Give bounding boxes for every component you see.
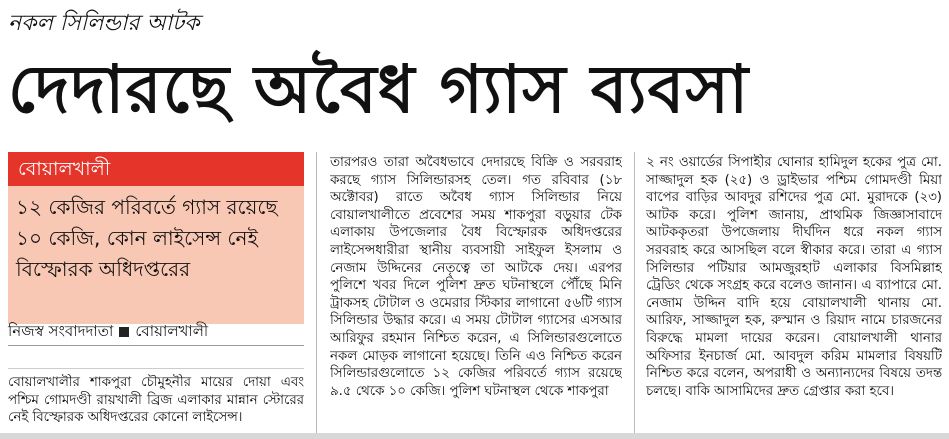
- body-column-1: বোয়ালখালীর শাকপুরা চৌমুহনীর মায়ের দোয়া এবং পশ্চিম গোমদণ্ডী রায়খালী ব্রিজ এলাকার মান্নান স্টোরের নেই বিস্ফোরক অধিদপ্তরের কোনো লাইসেন্স।: [8, 375, 304, 426]
- bottom-border: [0, 433, 949, 439]
- body-column-3: ২ নং ওয়ার্ডের সিপাহীর ঘোনার হামিদুল হকের পুত্র মো. সাজ্জাদুল হক (২৫) ও ড্রাইভার পশ্চিম গোমদণ্ডী মিয়া বাপের বাড়ির আবদুর রশিদের পুত্র মো. মুরাদকে (২৩) আটক করে। পুলিশ জানায়, প্রাথমিক জিজ্ঞাসাবাদে আটককৃতরা উপজেলায় দীর্ঘদিন ধরে নকল গ্যাস সরবরাহ করে আসছিল বলে স্বীকার করে। তারা এ গ্যাস সিলিন্ডার পটিয়ার আমজুরহাট এলাকার বিসমিল্লাহ ট্রেডিং থেকে সংগ্রহ করে বলেও জানান। এ ব্যাপারে মো. নেজাম উদ্দিন বাদি হয়ে বোয়ালখালী থানায় মো. আরিফ, সাজ্জাদুল হক, রুস্মান ও রিয়াদ নামে চারজনের বিরুদ্ধে মামলা দায়ের করেন। বোয়ালখালী থানার অফিসার ইনচার্জ মো. আবদুল করিম মামলার বিষয়টি নিশ্চিত করে বলেন, অপরাধী ও অন্যান্যদের বিষয়ে তদন্ত চলছে। বাকি আসামিদের দ্রুত গ্রেপ্তার করা হবে।: [646, 155, 942, 399]
- body-column-2: তারপরও তারা অবৈধভাবে দেদারছে বিক্রি ও সরবরাহ করছে গ্যাস সিলিন্ডারসহ তেল। গত রবিবার (১৮ অক্টোবর) রাতে অবৈধ গ্যাস সিলিন্ডার নিয়ে বোয়ালখালীতে প্রবেশের সময় শাকপুরা বড়ুয়ার টেক এলাকায় উপজেলার বৈধ বিস্ফোরক অধিদপ্তরের লাইসেন্সধারীরা স্থানীয় ব্যবসায়ী সাইফুল ইসলাম ও নেজাম উদ্দিনের নেতৃত্বে তা আটকে দেয়। এরপর পুলিশে খবর দিলে পুলিশ দ্রুত ঘটনাস্থলে পৌঁছে মিনি ট্রাকসহ টোটাল ও ওমেরার স্টিকার লাগানো ৫৬টি গ্যাস সিলিন্ডার উদ্ধার করে। এ সময় টোটাল গ্যাসের এসআর আরিফুর রহমান নিশ্চিত করেন, এ সিলিন্ডারগুলোতে নকল মোড়ক লাগানো হয়েছে। তিনি এও নিশ্চিত করেন সিলিন্ডারগুলোতে ১২ কেজির পরিবর্তে গ্যাস রয়েছে ৯.৫ থেকে ১০ কেজি। পুলিশ ঘটনাস্থল থেকে শাকপুরা: [330, 155, 622, 399]
- byline-place: বোয়ালখালী: [135, 322, 209, 340]
- headline: দেদারছে অবৈধ গ্যাস ব্যবসা: [8, 51, 750, 128]
- location-tag: বোয়ালখালী: [8, 152, 304, 186]
- sidebar-box: [8, 152, 304, 324]
- byline-rule-top: [8, 345, 304, 346]
- kicker: নকল সিলিন্ডার আটক: [8, 11, 200, 36]
- sub-headline: ১২ কেজির পরিবর্তে গ্যাস রয়েছে ১০ কেজি, কোন লাইসেন্স নেই বিস্ফোরক অধিদপ্তরের: [8, 186, 304, 324]
- square-bullet-icon: [119, 327, 129, 337]
- byline-rule-bottom: [8, 368, 304, 369]
- byline: [8, 320, 308, 345]
- column-divider-2: [634, 152, 635, 434]
- column-divider-1: [316, 152, 317, 434]
- reporter-name: নিজস্ব সংবাদদাতা: [8, 322, 114, 340]
